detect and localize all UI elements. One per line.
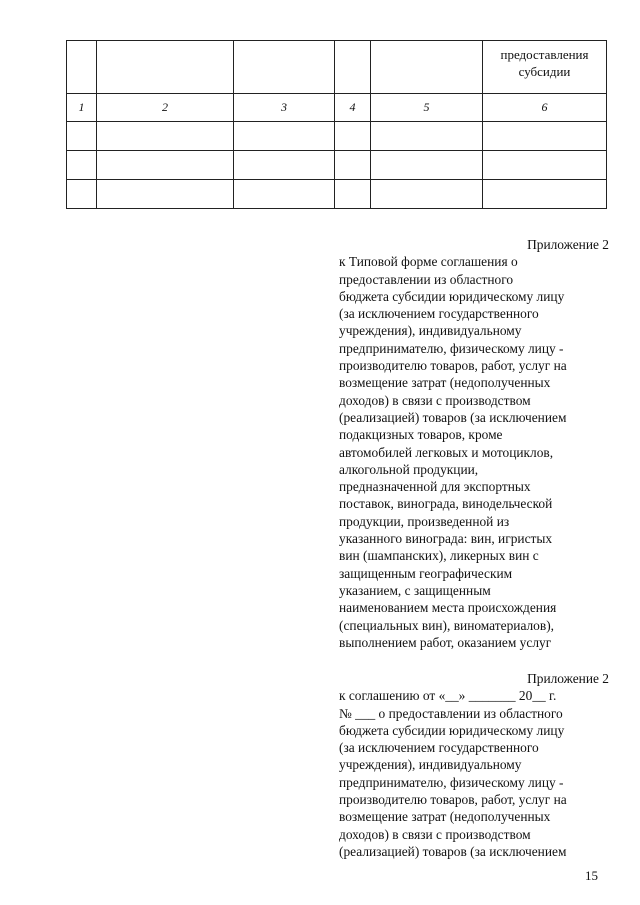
- appendix-line: защищенным географическим: [339, 565, 513, 581]
- appendix-line: бюджета субсидии юридическому лицу: [339, 722, 565, 738]
- table-cell: [371, 122, 483, 151]
- appendix-line: к соглашению от «__» _______ 20__ г.: [339, 688, 557, 704]
- appendix-line: возмещение затрат (недополученных: [339, 375, 551, 391]
- table-row: [67, 151, 607, 180]
- appendix-heading: Приложение 2: [527, 671, 609, 686]
- appendix-line: доходов) в связи с производством: [339, 826, 531, 842]
- appendix-line: доходов) в связи с производством: [339, 392, 531, 408]
- header-cell-5: [371, 41, 483, 94]
- appendix-line: указанием, с защищенным: [339, 582, 491, 598]
- appendix-line: (специальных вин), виноматериалов),: [339, 617, 555, 633]
- appendix-line: производителю товаров, работ, услуг на: [339, 792, 567, 808]
- appendix-to-template-form: [339, 236, 609, 651]
- appendix-line: наименованием места происхождения: [339, 600, 557, 616]
- appendix-line: предоставлении из областного: [339, 271, 514, 287]
- table-cell: [97, 151, 234, 180]
- appendix-line: продукции, произведенной из: [339, 513, 510, 529]
- appendix-line: возмещение затрат (недополученных: [339, 809, 551, 825]
- appendix-line: (реализацией) товаров (за исключением: [339, 843, 567, 859]
- column-number-2: 2: [97, 94, 234, 122]
- appendix-line: предпринимателю, физическому лицу -: [339, 774, 564, 790]
- table-cell: [67, 151, 97, 180]
- column-number-4: 4: [335, 94, 371, 122]
- appendix-heading: Приложение 2: [527, 237, 609, 252]
- table-cell: [97, 122, 234, 151]
- table-cell: [234, 122, 335, 151]
- appendix-line: производителю товаров, работ, услуг на: [339, 358, 567, 374]
- table-cell: [335, 122, 371, 151]
- appendix-line: к Типовой форме соглашения о: [339, 254, 518, 270]
- header-cell-2: [97, 41, 234, 94]
- table-header-row: [67, 41, 607, 94]
- appendix-line: выполнением работ, оказанием услуг: [339, 634, 552, 650]
- table-cell: [234, 180, 335, 209]
- column-number-6: 6: [483, 94, 607, 122]
- appendix-line: учреждения), индивидуальному: [339, 757, 522, 773]
- column-number-1: 1: [67, 94, 97, 122]
- appendix-line: (за исключением государственного: [339, 740, 539, 756]
- appendix-line: № ___ о предоставлении из областного: [339, 705, 563, 721]
- table-row: [67, 180, 607, 209]
- table-cell: [67, 180, 97, 209]
- table-cell: [371, 151, 483, 180]
- appendix-line: предназначенной для экспортных: [339, 479, 531, 495]
- table-cell: [97, 180, 234, 209]
- header-cell-3: [234, 41, 335, 94]
- table-cell: [335, 151, 371, 180]
- appendix-to-agreement: [339, 670, 609, 860]
- appendix-line: поставок, винограда, винодельческой: [339, 496, 553, 512]
- appendix-line: бюджета субсидии юридическому лицу: [339, 288, 565, 304]
- header-cell-1: [67, 41, 97, 94]
- table-row: [67, 122, 607, 151]
- appendix-line: предпринимателю, физическому лицу -: [339, 340, 564, 356]
- header-cell-4: [335, 41, 371, 94]
- appendix-line: указанного винограда: вин, игристых: [339, 531, 553, 547]
- table-cell: [335, 180, 371, 209]
- table-cell: [483, 180, 607, 209]
- table-cell: [234, 151, 335, 180]
- subsidy-table: [66, 40, 607, 209]
- column-number-5: 5: [371, 94, 483, 122]
- appendix-line: подакцизных товаров, кроме: [339, 427, 503, 443]
- table-cell: [67, 122, 97, 151]
- appendix-line: (реализацией) товаров (за исключением: [339, 409, 567, 425]
- page-number: 15: [585, 868, 598, 883]
- table-cell: [483, 122, 607, 151]
- table-number-row: [67, 94, 607, 122]
- appendix-line: учреждения), индивидуальному: [339, 323, 522, 339]
- appendix-line: автомобилей легковых и мотоциклов,: [339, 444, 554, 460]
- table-cell: [371, 180, 483, 209]
- appendix-line: вин (шампанских), ликерных вин с: [339, 548, 539, 564]
- header-cell-6: предоставления субсидии: [483, 41, 607, 94]
- table-cell: [483, 151, 607, 180]
- column-number-3: 3: [234, 94, 335, 122]
- appendix-line: (за исключением государственного: [339, 306, 539, 322]
- appendix-line: алкогольной продукции,: [339, 461, 479, 477]
